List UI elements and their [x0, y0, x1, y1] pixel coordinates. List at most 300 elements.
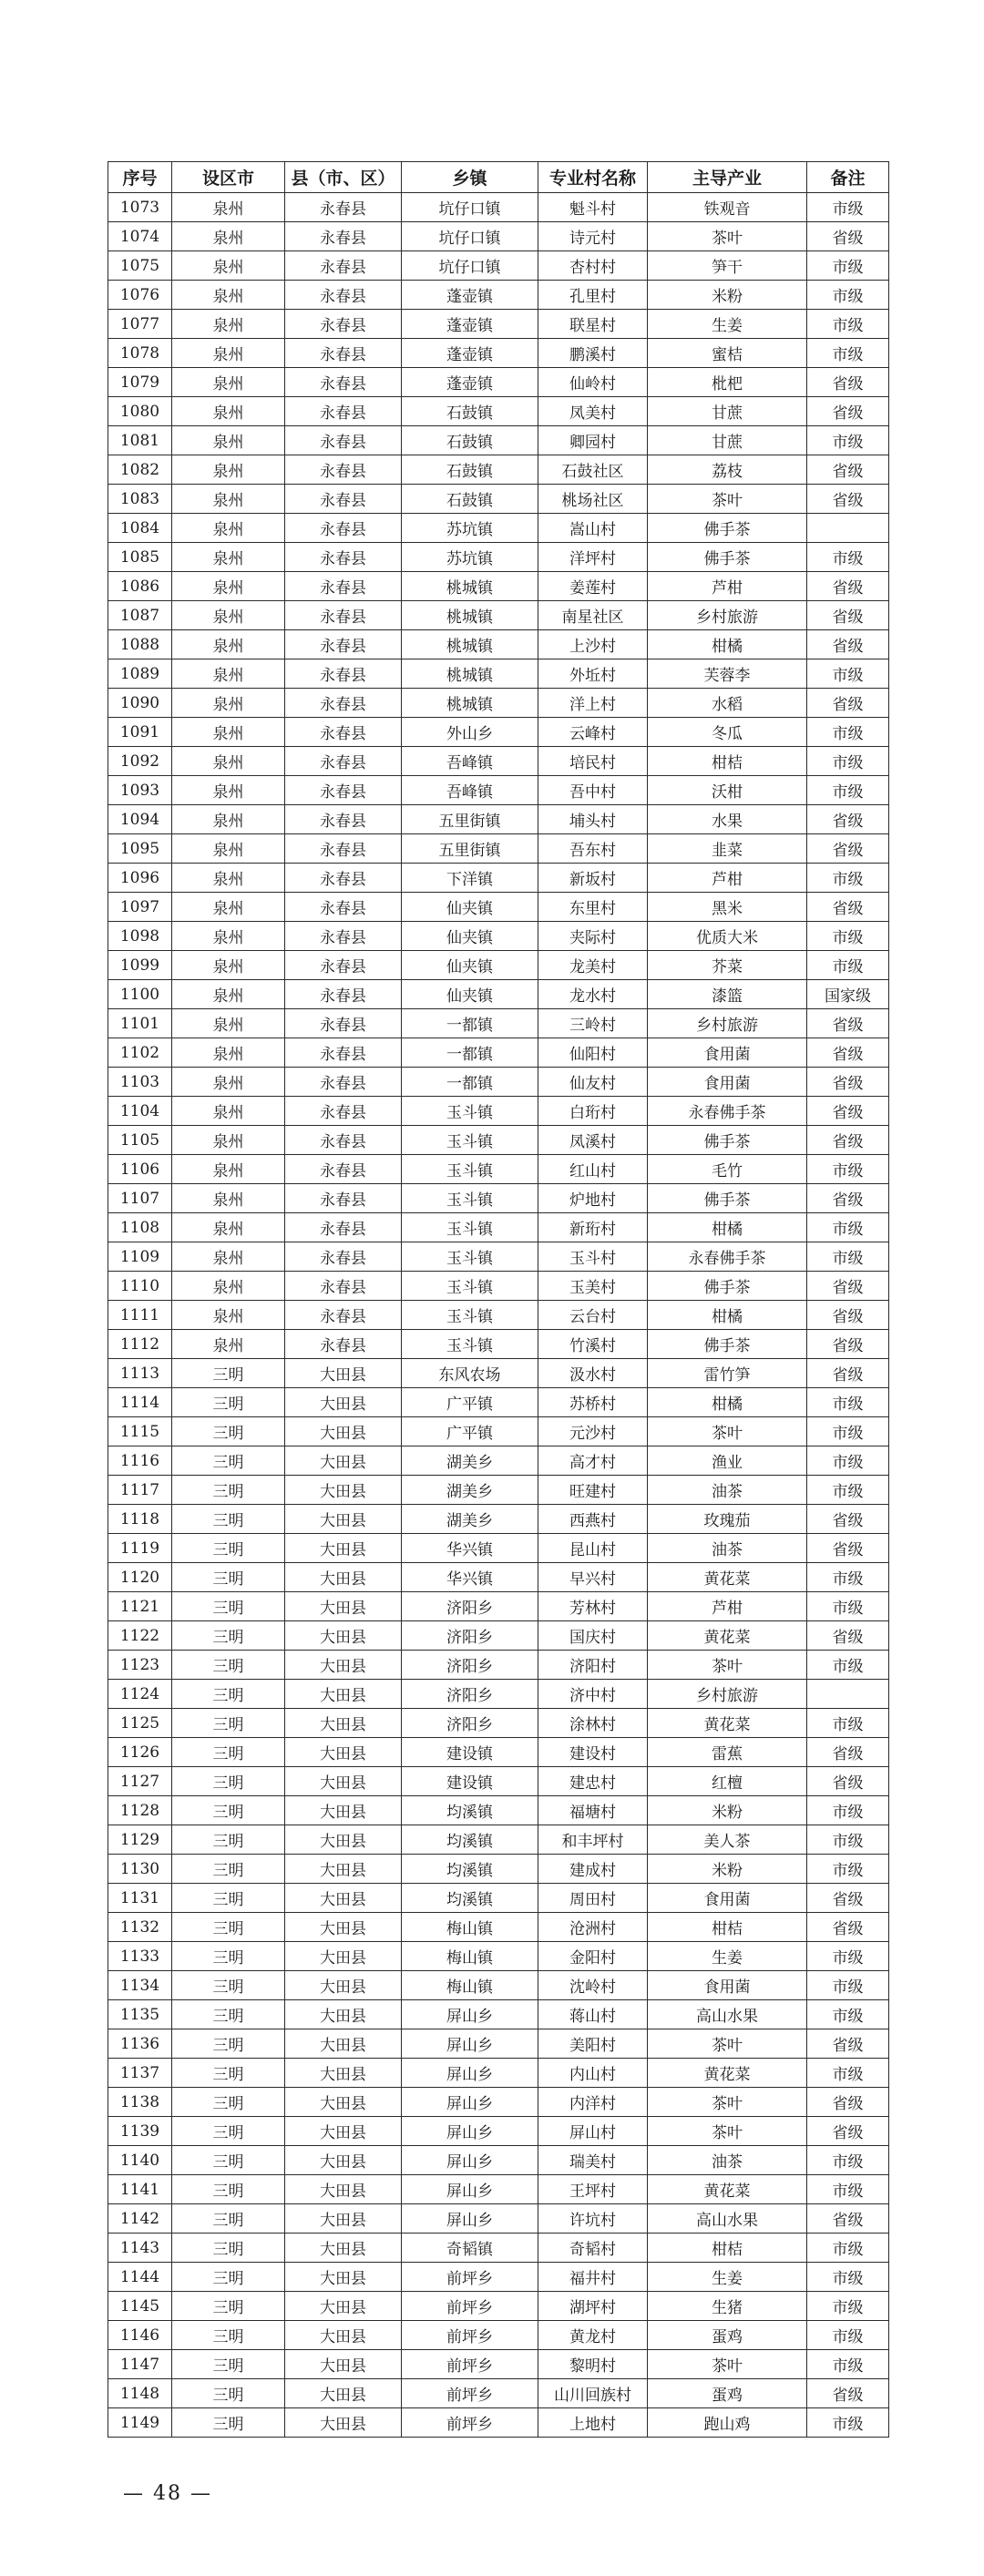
county-cell: 永春县: [285, 514, 402, 543]
county-cell: 永春县: [285, 1330, 402, 1359]
seq-cell: 1112: [108, 1330, 172, 1359]
table-body: [108, 193, 889, 2438]
county-cell: 永春县: [285, 251, 402, 281]
county-cell: 大田县: [285, 2000, 402, 2029]
city-cell: 三明: [172, 1913, 285, 1942]
table-row: [108, 893, 889, 922]
industry-cell: 佛手茶: [648, 1126, 807, 1155]
seq-cell: 1110: [108, 1272, 172, 1301]
table-row: [108, 1592, 889, 1621]
village-cell: 培民村: [538, 747, 648, 776]
village-cell: 东里村: [538, 893, 648, 922]
city-cell: 泉州: [172, 834, 285, 864]
remark-cell: 市级: [807, 1388, 889, 1417]
table-row: [108, 2204, 889, 2234]
seq-cell: 1140: [108, 2146, 172, 2175]
city-cell: 三明: [172, 2321, 285, 2350]
county-cell: 永春县: [285, 659, 402, 689]
industry-cell: 食用菌: [648, 1971, 807, 2000]
village-cell: 联星村: [538, 310, 648, 339]
county-cell: 永春县: [285, 193, 402, 222]
village-cell: 洋坪村: [538, 543, 648, 572]
city-cell: 泉州: [172, 1155, 285, 1184]
county-cell: 永春县: [285, 1009, 402, 1038]
seq-cell: 1085: [108, 543, 172, 572]
village-cell: 福塘村: [538, 1796, 648, 1825]
county-cell: 永春县: [285, 1213, 402, 1242]
table-row: [108, 2146, 889, 2175]
village-cell: 金阳村: [538, 1942, 648, 1971]
village-cell: 石鼓社区: [538, 455, 648, 485]
seq-cell: 1111: [108, 1301, 172, 1330]
seq-cell: 1142: [108, 2204, 172, 2234]
county-cell: 永春县: [285, 747, 402, 776]
industry-cell: 佛手茶: [648, 1184, 807, 1213]
industry-cell: 玫瑰茄: [648, 1505, 807, 1534]
seq-cell: 1125: [108, 1709, 172, 1738]
town-cell: 玉斗镇: [402, 1126, 538, 1155]
table-row: [108, 805, 889, 834]
town-cell: 广平镇: [402, 1417, 538, 1446]
town-cell: 屏山乡: [402, 2204, 538, 2234]
remark-cell: 省级: [807, 485, 889, 514]
remark-cell: 市级: [807, 776, 889, 805]
city-cell: 三明: [172, 2292, 285, 2321]
village-cell: 涂林村: [538, 1709, 648, 1738]
table-row: [108, 2000, 889, 2029]
city-cell: 三明: [172, 1417, 285, 1446]
industry-cell: 食用菌: [648, 1038, 807, 1068]
remark-cell: 市级: [807, 1855, 889, 1884]
table-row: [108, 2088, 889, 2117]
city-cell: 三明: [172, 2029, 285, 2059]
county-cell: 大田县: [285, 2175, 402, 2204]
seq-cell: 1104: [108, 1097, 172, 1126]
table-row: [108, 2350, 889, 2379]
county-cell: 永春县: [285, 805, 402, 834]
village-cell: 苏桥村: [538, 1388, 648, 1417]
town-cell: 一都镇: [402, 1009, 538, 1038]
table-row: [108, 1097, 889, 1126]
county-cell: 永春县: [285, 864, 402, 893]
remark-cell: 市级: [807, 251, 889, 281]
city-cell: 泉州: [172, 630, 285, 659]
village-cell: 沧洲村: [538, 1913, 648, 1942]
county-cell: 大田县: [285, 1855, 402, 1884]
village-cell: 屏山村: [538, 2117, 648, 2146]
industry-cell: 沃柑: [648, 776, 807, 805]
town-cell: 桃城镇: [402, 689, 538, 718]
remark-cell: 市级: [807, 718, 889, 747]
remark-cell: 国家级: [807, 980, 889, 1009]
town-cell: 石鼓镇: [402, 455, 538, 485]
seq-cell: 1094: [108, 805, 172, 834]
remark-cell: 市级: [807, 951, 889, 980]
industry-cell: 柑桔: [648, 2234, 807, 2263]
city-cell: 泉州: [172, 1301, 285, 1330]
city-cell: 泉州: [172, 864, 285, 893]
village-cell: 内洋村: [538, 2088, 648, 2117]
industry-cell: 甘蔗: [648, 397, 807, 426]
table-row: [108, 455, 889, 485]
village-cell: 南星社区: [538, 601, 648, 630]
seq-cell: 1074: [108, 222, 172, 251]
town-cell: 均溪镇: [402, 1796, 538, 1825]
table-row: [108, 310, 889, 339]
town-cell: 前坪乡: [402, 2408, 538, 2438]
village-cell: 济阳村: [538, 1651, 648, 1680]
city-cell: 三明: [172, 2000, 285, 2029]
table-row: [108, 747, 889, 776]
town-cell: 华兴镇: [402, 1534, 538, 1563]
remark-cell: 市级: [807, 2350, 889, 2379]
table-row: [108, 1388, 889, 1417]
city-cell: 泉州: [172, 1242, 285, 1272]
remark-cell: 市级: [807, 2321, 889, 2350]
remark-cell: 市级: [807, 1563, 889, 1592]
town-cell: 均溪镇: [402, 1884, 538, 1913]
industry-cell: 优质大米: [648, 922, 807, 951]
table-row: [108, 1680, 889, 1709]
remark-cell: 省级: [807, 2204, 889, 2234]
industry-cell: 米粉: [648, 1855, 807, 1884]
city-cell: 泉州: [172, 455, 285, 485]
seq-cell: 1138: [108, 2088, 172, 2117]
industry-cell: 生姜: [648, 310, 807, 339]
remark-cell: 省级: [807, 1009, 889, 1038]
table-row: [108, 630, 889, 659]
remark-cell: 市级: [807, 747, 889, 776]
seq-cell: 1093: [108, 776, 172, 805]
remark-cell: 省级: [807, 1884, 889, 1913]
table-row: [108, 922, 889, 951]
town-cell: 仙夹镇: [402, 922, 538, 951]
table-row: [108, 1709, 889, 1738]
seq-cell: 1105: [108, 1126, 172, 1155]
table-row: [108, 659, 889, 689]
table-header: [108, 162, 889, 193]
seq-cell: 1147: [108, 2350, 172, 2379]
town-cell: 屏山乡: [402, 2175, 538, 2204]
remark-cell: 省级: [807, 1330, 889, 1359]
remark-cell: 省级: [807, 1097, 889, 1126]
seq-cell: 1077: [108, 310, 172, 339]
table-row: [108, 281, 889, 310]
county-cell: 大田县: [285, 2408, 402, 2438]
town-cell: 石鼓镇: [402, 397, 538, 426]
village-cell: 上地村: [538, 2408, 648, 2438]
header-county: 县（市、区）: [285, 162, 402, 193]
county-cell: 大田县: [285, 2204, 402, 2234]
table-row: [108, 1563, 889, 1592]
table-row: [108, 1884, 889, 1913]
city-cell: 泉州: [172, 951, 285, 980]
village-cell: 龙美村: [538, 951, 648, 980]
town-cell: 建设镇: [402, 1738, 538, 1767]
town-cell: 华兴镇: [402, 1563, 538, 1592]
seq-cell: 1128: [108, 1796, 172, 1825]
seq-cell: 1132: [108, 1913, 172, 1942]
table-row: [108, 864, 889, 893]
seq-cell: 1149: [108, 2408, 172, 2438]
remark-cell: 省级: [807, 2117, 889, 2146]
industry-cell: 茶叶: [648, 1651, 807, 1680]
seq-cell: 1117: [108, 1476, 172, 1505]
specialty-village-table: [108, 161, 889, 2438]
industry-cell: 茶叶: [648, 222, 807, 251]
city-cell: 三明: [172, 1563, 285, 1592]
industry-cell: 永春佛手茶: [648, 1097, 807, 1126]
seq-cell: 1134: [108, 1971, 172, 2000]
county-cell: 大田县: [285, 1796, 402, 1825]
industry-cell: 冬瓜: [648, 718, 807, 747]
county-cell: 大田县: [285, 1592, 402, 1621]
town-cell: 五里街镇: [402, 805, 538, 834]
town-cell: 屏山乡: [402, 2059, 538, 2088]
city-cell: 泉州: [172, 1126, 285, 1155]
village-cell: 杏村村: [538, 251, 648, 281]
city-cell: 泉州: [172, 397, 285, 426]
town-cell: 桃城镇: [402, 572, 538, 601]
industry-cell: 米粉: [648, 281, 807, 310]
town-cell: 一都镇: [402, 1038, 538, 1068]
city-cell: 泉州: [172, 368, 285, 397]
village-cell: 鹏溪村: [538, 339, 648, 368]
seq-cell: 1133: [108, 1942, 172, 1971]
remark-cell: 市级: [807, 2408, 889, 2438]
industry-cell: 黄花菜: [648, 2175, 807, 2204]
seq-cell: 1136: [108, 2029, 172, 2059]
remark-cell: 省级: [807, 1272, 889, 1301]
industry-cell: 生姜: [648, 1942, 807, 1971]
seq-cell: 1122: [108, 1621, 172, 1651]
village-cell: 云峰村: [538, 718, 648, 747]
city-cell: 三明: [172, 2059, 285, 2088]
seq-cell: 1131: [108, 1884, 172, 1913]
city-cell: 泉州: [172, 281, 285, 310]
county-cell: 永春县: [285, 1184, 402, 1213]
county-cell: 永春县: [285, 1272, 402, 1301]
village-cell: 元沙村: [538, 1417, 648, 1446]
seq-cell: 1146: [108, 2321, 172, 2350]
remark-cell: 市级: [807, 1476, 889, 1505]
city-cell: 泉州: [172, 776, 285, 805]
town-cell: 济阳乡: [402, 1709, 538, 1738]
village-cell: 仙岭村: [538, 368, 648, 397]
industry-cell: 芥菜: [648, 951, 807, 980]
table-row: [108, 1534, 889, 1563]
city-cell: 泉州: [172, 572, 285, 601]
table-row: [108, 2321, 889, 2350]
remark-cell: 省级: [807, 1767, 889, 1796]
remark-cell: 省级: [807, 1068, 889, 1097]
village-cell: 济中村: [538, 1680, 648, 1709]
header-row: [108, 162, 889, 193]
table-row: [108, 1272, 889, 1301]
town-cell: 桃城镇: [402, 659, 538, 689]
seq-cell: 1086: [108, 572, 172, 601]
industry-cell: 高山水果: [648, 2204, 807, 2234]
seq-cell: 1098: [108, 922, 172, 951]
village-cell: 周田村: [538, 1884, 648, 1913]
industry-cell: 茶叶: [648, 485, 807, 514]
seq-cell: 1091: [108, 718, 172, 747]
seq-cell: 1081: [108, 426, 172, 455]
table-row: [108, 980, 889, 1009]
village-cell: 湖坪村: [538, 2292, 648, 2321]
town-cell: 湖美乡: [402, 1446, 538, 1476]
city-cell: 泉州: [172, 1272, 285, 1301]
remark-cell: 省级: [807, 630, 889, 659]
remark-cell: 省级: [807, 2088, 889, 2117]
remark-cell: 省级: [807, 689, 889, 718]
industry-cell: 米粉: [648, 1796, 807, 1825]
city-cell: 三明: [172, 2175, 285, 2204]
industry-cell: 黑米: [648, 893, 807, 922]
remark-cell: 市级: [807, 426, 889, 455]
seq-cell: 1078: [108, 339, 172, 368]
table-row: [108, 1621, 889, 1651]
industry-cell: 生猪: [648, 2292, 807, 2321]
industry-cell: 乡村旅游: [648, 1009, 807, 1038]
industry-cell: 芦柑: [648, 864, 807, 893]
industry-cell: 黄花菜: [648, 1563, 807, 1592]
village-cell: 建成村: [538, 1855, 648, 1884]
industry-cell: 笋干: [648, 251, 807, 281]
town-cell: 前坪乡: [402, 2263, 538, 2292]
remark-cell: 市级: [807, 281, 889, 310]
header-remark: 备注: [807, 162, 889, 193]
county-cell: 大田县: [285, 1767, 402, 1796]
table-row: [108, 397, 889, 426]
city-cell: 泉州: [172, 922, 285, 951]
remark-cell: 市级: [807, 2059, 889, 2088]
county-cell: 大田县: [285, 1971, 402, 2000]
village-cell: 玉斗村: [538, 1242, 648, 1272]
city-cell: 三明: [172, 1476, 285, 1505]
village-cell: 西燕村: [538, 1505, 648, 1534]
table-row: [108, 1038, 889, 1068]
remark-cell: 市级: [807, 2146, 889, 2175]
town-cell: 仙夹镇: [402, 893, 538, 922]
remark-cell: 省级: [807, 1038, 889, 1068]
town-cell: 玉斗镇: [402, 1184, 538, 1213]
remark-cell: 市级: [807, 1213, 889, 1242]
remark-cell: 省级: [807, 1359, 889, 1388]
remark-cell: 省级: [807, 893, 889, 922]
city-cell: 泉州: [172, 893, 285, 922]
county-cell: 永春县: [285, 1155, 402, 1184]
industry-cell: 红檀: [648, 1767, 807, 1796]
seq-cell: 1141: [108, 2175, 172, 2204]
industry-cell: 荔枝: [648, 455, 807, 485]
city-cell: 三明: [172, 2234, 285, 2263]
industry-cell: 生姜: [648, 2263, 807, 2292]
village-cell: 凤溪村: [538, 1126, 648, 1155]
county-cell: 大田县: [285, 2146, 402, 2175]
county-cell: 永春县: [285, 1097, 402, 1126]
village-cell: 高才村: [538, 1446, 648, 1476]
remark-cell: 省级: [807, 397, 889, 426]
industry-cell: 佛手茶: [648, 543, 807, 572]
village-cell: 三岭村: [538, 1009, 648, 1038]
city-cell: 泉州: [172, 1038, 285, 1068]
table-row: [108, 1155, 889, 1184]
city-cell: 三明: [172, 2117, 285, 2146]
county-cell: 大田县: [285, 2321, 402, 2350]
county-cell: 永春县: [285, 776, 402, 805]
village-cell: 凤美村: [538, 397, 648, 426]
town-cell: 屏山乡: [402, 2146, 538, 2175]
village-cell: 仙阳村: [538, 1038, 648, 1068]
remark-cell: 市级: [807, 2263, 889, 2292]
county-cell: 永春县: [285, 426, 402, 455]
industry-cell: 茶叶: [648, 2350, 807, 2379]
city-cell: 泉州: [172, 339, 285, 368]
town-cell: 五里街镇: [402, 834, 538, 864]
seq-cell: 1079: [108, 368, 172, 397]
county-cell: 大田县: [285, 1942, 402, 1971]
county-cell: 大田县: [285, 1621, 402, 1651]
industry-cell: 黄花菜: [648, 1621, 807, 1651]
city-cell: 三明: [172, 1592, 285, 1621]
village-cell: 蒋山村: [538, 2000, 648, 2029]
town-cell: 玉斗镇: [402, 1242, 538, 1272]
table-row: [108, 339, 889, 368]
remark-cell: 市级: [807, 1155, 889, 1184]
village-cell: 黄龙村: [538, 2321, 648, 2350]
village-cell: 竹溪村: [538, 1330, 648, 1359]
city-cell: 三明: [172, 1738, 285, 1767]
seq-cell: 1124: [108, 1680, 172, 1709]
village-cell: 红山村: [538, 1155, 648, 1184]
county-cell: 永春县: [285, 1242, 402, 1272]
seq-cell: 1080: [108, 397, 172, 426]
remark-cell: 市级: [807, 193, 889, 222]
town-cell: 蓬壶镇: [402, 310, 538, 339]
city-cell: 泉州: [172, 222, 285, 251]
industry-cell: 油茶: [648, 1534, 807, 1563]
county-cell: 大田县: [285, 1388, 402, 1417]
town-cell: 湖美乡: [402, 1505, 538, 1534]
remark-cell: 市级: [807, 1446, 889, 1476]
table-row: [108, 222, 889, 251]
town-cell: 坑仔口镇: [402, 222, 538, 251]
industry-cell: 芦柑: [648, 1592, 807, 1621]
table-row: [108, 2029, 889, 2059]
city-cell: 三明: [172, 1505, 285, 1534]
table-row: [108, 368, 889, 397]
city-cell: 三明: [172, 1884, 285, 1913]
industry-cell: 甘蔗: [648, 426, 807, 455]
city-cell: 三明: [172, 2379, 285, 2408]
table-row: [108, 2117, 889, 2146]
remark-cell: 省级: [807, 2029, 889, 2059]
town-cell: 济阳乡: [402, 1651, 538, 1680]
table-row: [108, 718, 889, 747]
town-cell: 屏山乡: [402, 2117, 538, 2146]
table-row: [108, 1184, 889, 1213]
village-cell: 新坂村: [538, 864, 648, 893]
county-cell: 大田县: [285, 2117, 402, 2146]
county-cell: 大田县: [285, 1884, 402, 1913]
remark-cell: 省级: [807, 834, 889, 864]
table-row: [108, 1767, 889, 1796]
table-row: [108, 2292, 889, 2321]
remark-cell: 省级: [807, 805, 889, 834]
table-row: [108, 776, 889, 805]
seq-cell: 1102: [108, 1038, 172, 1068]
